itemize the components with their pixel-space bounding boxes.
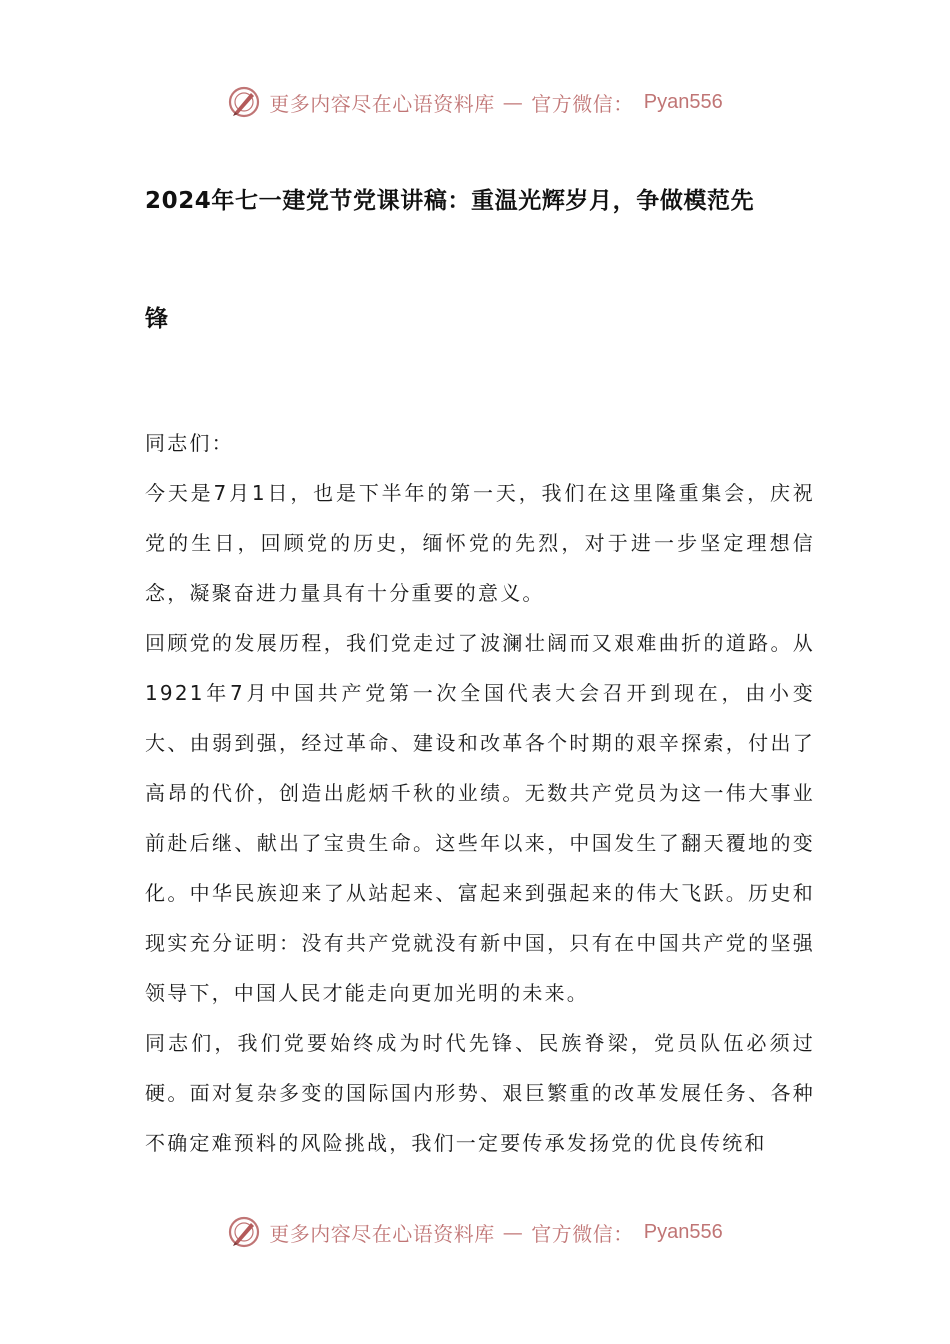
- banner-wechat-label: 官方微信：: [531, 91, 634, 116]
- document-title-line-2: 锋: [145, 306, 168, 332]
- banner-text: 更多内容尽在心语资料库: [269, 1221, 495, 1246]
- header-banner: [0, 82, 950, 122]
- banner-separator: —: [502, 1220, 524, 1244]
- footer-banner: [0, 1212, 950, 1252]
- banner-wechat-id: Pyan556: [643, 1220, 723, 1243]
- banner-separator: —: [502, 90, 524, 114]
- document-body: [145, 418, 815, 1168]
- pen-circle-icon: [227, 1215, 261, 1249]
- pen-circle-icon: [227, 85, 261, 119]
- greeting: 同志们：: [145, 431, 234, 455]
- paragraph: 今天是7月1日，也是下半年的第一天，我们在这里隆重集会，庆祝党的生日，回顾党的历史，缅怀党的先烈，对于进一步坚定理想信念，凝聚奋进力量具有十分重要的意义。: [145, 481, 815, 605]
- banner-wechat-label: 官方微信：: [531, 1221, 634, 1246]
- banner-text: 更多内容尽在心语资料库: [269, 91, 495, 116]
- document-title-line-1: 2024年七一建党节党课讲稿：重温光辉岁月，争做模范先: [145, 188, 755, 214]
- paragraph: 同志们，我们党要始终成为时代先锋、民族脊梁，党员队伍必须过硬。面对复杂多变的国际国内形势、艰巨繁重的改革发展任务、各种不确定难预料的风险挑战，我们一定要传承发扬党的优良传统和: [145, 1031, 815, 1155]
- paragraph: 回顾党的发展历程，我们党走过了波澜壮阔而又艰难曲折的道路。从1921年7月中国共产党第一次全国代表大会召开到现在，由小变大、由弱到强，经过革命、建设和改革各个时期的艰辛探索，付出了高昂的代价，创造出彪炳千秋的业绩。无数共产党员为这一伟大事业前赴后继、献出了宝贵生命。这些年以来，中国发生了翻天覆地的变化。中华民族迎来了从站起来、富起来到强起来的伟大飞跃。历史和现实充分证明：没有共产党就没有新中国，只有在中国共产党的坚强领导下，中国人民才能走向更加光明的未来。: [145, 631, 815, 1005]
- banner-wechat-id: Pyan556: [643, 90, 723, 113]
